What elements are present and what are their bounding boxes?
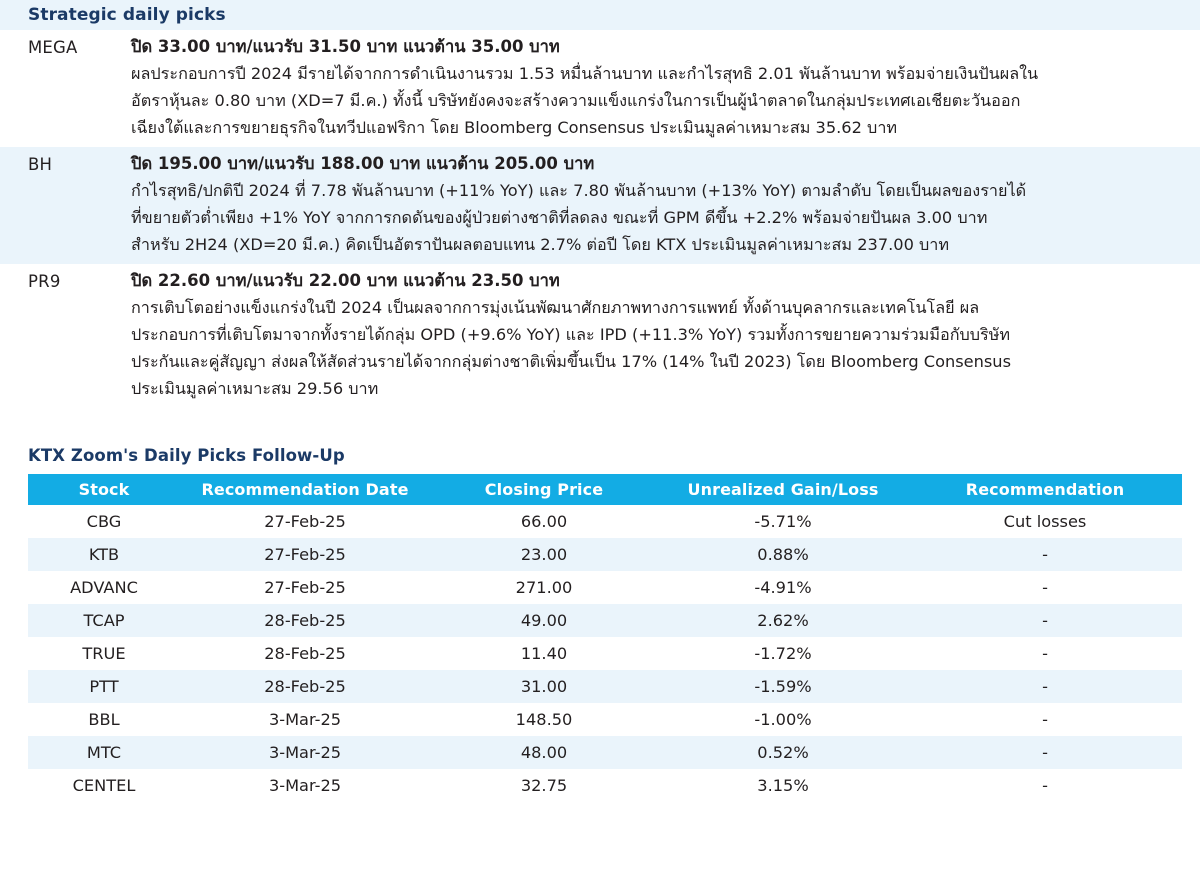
table-row[interactable] xyxy=(28,703,1182,736)
cell-stock: MTC xyxy=(28,736,180,769)
cell-gain: -1.72% xyxy=(658,637,908,670)
pick-body xyxy=(131,150,1182,258)
cell-price: 23.00 xyxy=(430,538,658,571)
cell-date: 27-Feb-25 xyxy=(180,571,430,604)
cell-gain: 3.15% xyxy=(658,769,908,802)
cell-gain: -4.91% xyxy=(658,571,908,604)
column-header-unrealized-gain-loss[interactable]: Unrealized Gain/Loss xyxy=(658,474,908,505)
table-row[interactable] xyxy=(28,736,1182,769)
pick-detail-line: การเติบโตอย่างแข็งแกร่งในปี 2024 เป็นผลจากการมุ่งเน้นพัฒนาศักยภาพทางการแพทย์ ทั้งด้านบุคลากรและเทคโนโลยี ผล xyxy=(131,298,980,317)
cell-recommendation: - xyxy=(908,538,1182,571)
cell-gain: 0.88% xyxy=(658,538,908,571)
table-row[interactable] xyxy=(28,505,1182,538)
cell-date: 27-Feb-25 xyxy=(180,505,430,538)
column-header-recommendation-date[interactable]: Recommendation Date xyxy=(180,474,430,505)
cell-gain: -1.59% xyxy=(658,670,908,703)
cell-stock: CBG xyxy=(28,505,180,538)
pick-symbol: PR9 xyxy=(28,272,61,291)
pick-body xyxy=(131,33,1182,141)
pick-detail-line: ประกันและคู่สัญญา ส่งผลให้สัดส่วนรายได้จากกลุ่มต่างชาติเพิ่มขึ้นเป็น 17% (14% ในปี 2023) โดย Bloomberg Consensus xyxy=(131,352,1012,371)
pick-detail xyxy=(131,294,1182,402)
cell-recommendation: Cut losses xyxy=(908,505,1182,538)
followup-table-section xyxy=(0,448,1200,802)
cell-price: 32.75 xyxy=(430,769,658,802)
pick-detail-line: ประกอบการที่เติบโตมาจากทั้งรายได้กลุ่ม OPD (+9.6% YoY) และ IPD (+11.3% YoY) รวมทั้งการขยายความร่วมมือกับบริษัท xyxy=(131,325,1011,344)
cell-price: 31.00 xyxy=(430,670,658,703)
pick-detail-line: ที่ขยายตัวต่ำเพียง +1% YoY จากการกดดันของผู้ป่วยต่างชาติที่ลดลง ขณะที่ GPM ดีขึ้น +2.2% พร้อมจ่ายปันผล 3.00 บาท xyxy=(131,208,988,227)
cell-price: 66.00 xyxy=(430,505,658,538)
column-header-closing-price[interactable]: Closing Price xyxy=(430,474,658,505)
table-row[interactable] xyxy=(28,571,1182,604)
cell-stock: BBL xyxy=(28,703,180,736)
followup-table-title: KTX Zoom's Daily Picks Follow-Up xyxy=(28,446,345,465)
pick-detail xyxy=(131,177,1182,258)
pick-detail-line: ประเมินมูลค่าเหมาะสม 29.56 บาท xyxy=(131,379,379,398)
pick-symbol: MEGA xyxy=(28,38,78,57)
cell-gain: 2.62% xyxy=(658,604,908,637)
cell-date: 3-Mar-25 xyxy=(180,769,430,802)
cell-recommendation: - xyxy=(908,670,1182,703)
cell-recommendation: - xyxy=(908,736,1182,769)
cell-gain: 0.52% xyxy=(658,736,908,769)
pick-detail-line: อัตราหุ้นละ 0.80 บาท (XD=7 มี.ค.) ทั้งนี้ บริษัทยังคงจะสร้างความแข็งแกร่งในการเป็นผู้นำตลาดในกลุ่มประเทศเอเชียตะวันออก xyxy=(131,91,1021,110)
cell-gain: -5.71% xyxy=(658,505,908,538)
cell-date: 28-Feb-25 xyxy=(180,670,430,703)
cell-recommendation: - xyxy=(908,637,1182,670)
table-row[interactable] xyxy=(28,670,1182,703)
section-title-band xyxy=(0,0,1200,30)
table-header xyxy=(28,474,1182,505)
cell-price: 148.50 xyxy=(430,703,658,736)
pick-detail-line: ผลประกอบการปี 2024 มีรายได้จากการดำเนินงานรวม 1.53 หมื่นล้านบาท และกำไรสุทธิ 2.01 พันล้านบาท พร้อมจ่ายเงินปันผลใน xyxy=(131,64,1039,83)
pick-detail-line: กำไรสุทธิ/ปกติปี 2024 ที่ 7.78 พันล้านบาท (+11% YoY) และ 7.80 พันล้านบาท (+13% YoY) ตามลำดับ โดยเป็นผลของรายได้ xyxy=(131,181,1027,200)
cell-stock: TRUE xyxy=(28,637,180,670)
cell-date: 3-Mar-25 xyxy=(180,736,430,769)
cell-price: 48.00 xyxy=(430,736,658,769)
pick-symbol: BH xyxy=(28,155,53,174)
pick-detail xyxy=(131,60,1182,141)
cell-date: 28-Feb-25 xyxy=(180,604,430,637)
picks-row-list xyxy=(0,30,1200,408)
pick-headline: ปิด 33.00 บาท/แนวรับ 31.50 บาท แนวต้าน 35.00 บาท xyxy=(131,37,560,56)
cell-date: 28-Feb-25 xyxy=(180,637,430,670)
table-row[interactable] xyxy=(28,538,1182,571)
cell-recommendation: - xyxy=(908,571,1182,604)
table-row[interactable] xyxy=(28,637,1182,670)
cell-recommendation: - xyxy=(908,769,1182,802)
column-header-stock[interactable]: Stock xyxy=(28,474,180,505)
section-spacer xyxy=(0,408,1200,448)
cell-recommendation: - xyxy=(908,604,1182,637)
cell-recommendation: - xyxy=(908,703,1182,736)
cell-price: 271.00 xyxy=(430,571,658,604)
cell-price: 11.40 xyxy=(430,637,658,670)
cell-date: 3-Mar-25 xyxy=(180,703,430,736)
cell-price: 49.00 xyxy=(430,604,658,637)
pick-detail-line: สำหรับ 2H24 (XD=20 มี.ค.) คิดเป็นอัตราปันผลตอบแทน 2.7% ต่อปี โดย KTX ประเมินมูลค่าเหมาะสม 237.00 บาท xyxy=(131,235,950,254)
cell-date: 27-Feb-25 xyxy=(180,538,430,571)
cell-stock: ADVANC xyxy=(28,571,180,604)
column-header-recommendation[interactable]: Recommendation xyxy=(908,474,1182,505)
section-title: Strategic daily picks xyxy=(28,4,226,25)
cell-stock: PTT xyxy=(28,670,180,703)
table-row[interactable] xyxy=(28,604,1182,637)
pick-row xyxy=(0,30,1200,147)
cell-stock: CENTEL xyxy=(28,769,180,802)
table-row[interactable] xyxy=(28,769,1182,802)
table-header-row xyxy=(28,474,1182,505)
pick-detail-line: เฉียงใต้และการขยายธุรกิจในทวีปแอฟริกา โดย Bloomberg Consensus ประเมินมูลค่าเหมาะสม 35.62 บาท xyxy=(131,118,898,137)
pick-headline: ปิด 195.00 บาท/แนวรับ 188.00 บาท แนวต้าน 205.00 บาท xyxy=(131,154,595,173)
pick-row xyxy=(0,147,1200,264)
cell-stock: KTB xyxy=(28,538,180,571)
strategic-daily-picks-section xyxy=(0,0,1200,408)
pick-body xyxy=(131,267,1182,402)
cell-stock: TCAP xyxy=(28,604,180,637)
table-body xyxy=(28,505,1182,802)
pick-headline: ปิด 22.60 บาท/แนวรับ 22.00 บาท แนวต้าน 23.50 บาท xyxy=(131,271,560,290)
cell-gain: -1.00% xyxy=(658,703,908,736)
followup-table xyxy=(28,474,1182,802)
pick-row xyxy=(0,264,1200,408)
